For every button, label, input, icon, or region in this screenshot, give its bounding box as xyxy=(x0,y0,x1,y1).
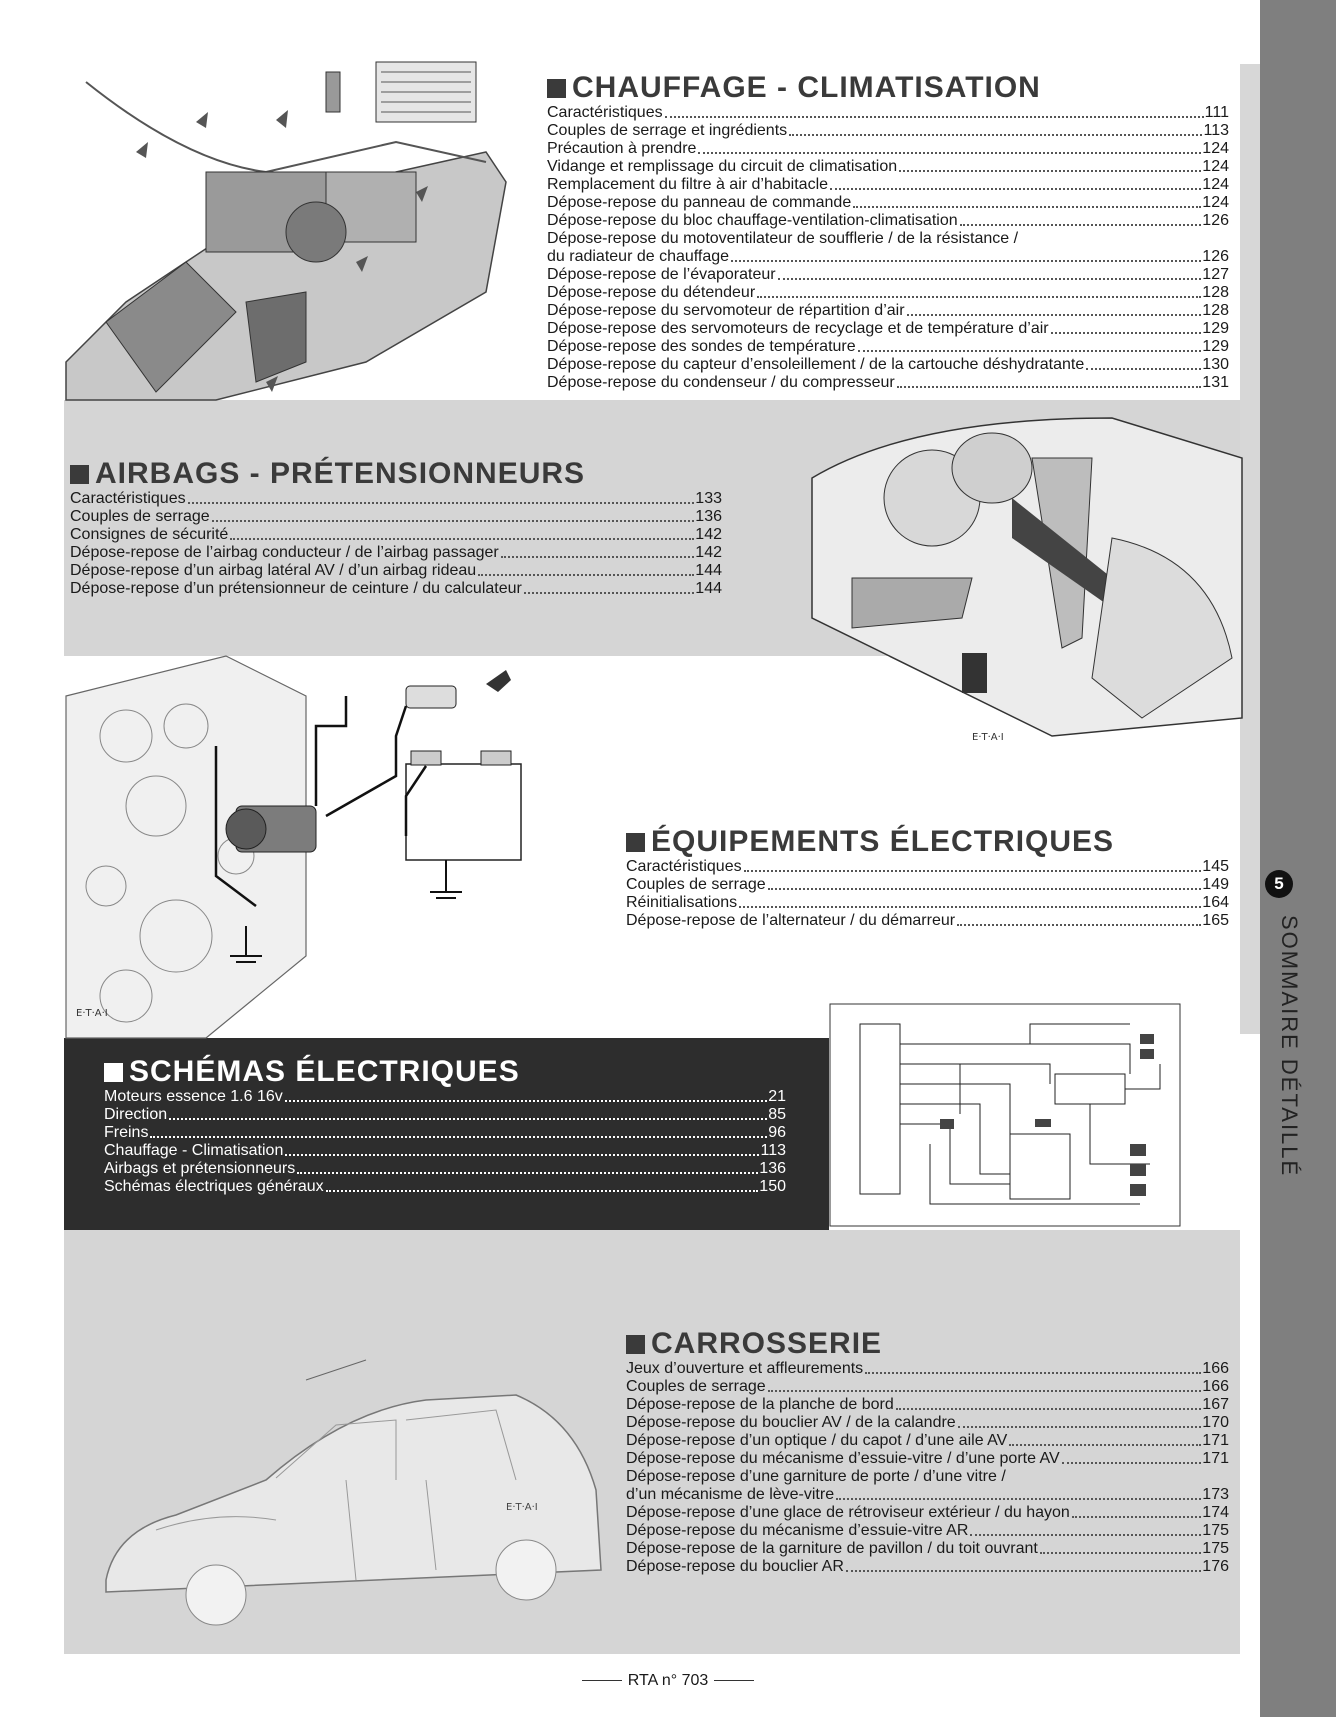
toc-entry[interactable] xyxy=(547,338,1229,356)
section-title-airbags: AIRBAGS - PRÉTENSIONNEURS xyxy=(70,460,722,488)
toc-entry-page: 124 xyxy=(1202,140,1229,157)
toc-entry[interactable] xyxy=(104,1088,786,1106)
toc-entry-label: Couples de serrage xyxy=(626,1378,766,1395)
toc-entry[interactable] xyxy=(626,1558,1229,1576)
toc-entry-page: 128 xyxy=(1202,302,1229,319)
toc-entry-page: 142 xyxy=(695,544,722,561)
sidebar-band xyxy=(1260,0,1336,1717)
toc-entry[interactable] xyxy=(547,302,1229,320)
toc-entry-page: 149 xyxy=(1202,876,1229,893)
toc-entry-page: 166 xyxy=(1202,1360,1229,1377)
dot-leader xyxy=(1062,1462,1202,1464)
toc-entry-label: Dépose-repose du bouclier AR xyxy=(626,1558,844,1575)
toc-entry-page: 111 xyxy=(1204,104,1229,121)
toc-entry[interactable] xyxy=(70,580,722,598)
toc-entry[interactable] xyxy=(626,1360,1229,1378)
toc-entry[interactable] xyxy=(626,1522,1229,1540)
toc-list-schemas xyxy=(104,1088,786,1196)
toc-entry-page: 145 xyxy=(1202,858,1229,875)
toc-entry-page: 175 xyxy=(1202,1540,1229,1557)
dot-leader xyxy=(731,260,1201,262)
toc-entry[interactable] xyxy=(547,266,1229,284)
toc-entry[interactable] xyxy=(547,248,1229,266)
dot-leader xyxy=(896,1408,1202,1410)
toc-entry[interactable] xyxy=(626,1414,1229,1432)
dot-leader xyxy=(188,502,695,504)
bullet-square-icon xyxy=(626,1335,645,1354)
toc-entry-label: Consignes de sécurité xyxy=(70,526,229,543)
toc-entry-label: Dépose-repose de la planche de bord xyxy=(626,1396,894,1413)
svg-text:E·T·A·I: E·T·A·I xyxy=(972,732,1004,743)
toc-entry-label: Dépose-repose de l’alternateur / du démarreur xyxy=(626,912,956,929)
toc-entry[interactable] xyxy=(626,858,1229,876)
toc-entry-label: Remplacement du filtre à air d’habitacle xyxy=(547,176,829,193)
toc-entry-page: 21 xyxy=(768,1088,786,1105)
toc-entry[interactable] xyxy=(104,1160,786,1178)
toc-entry-label: Dépose-repose d’un optique / du capot / d’une aile AV xyxy=(626,1432,1008,1449)
toc-entry-label: Dépose-repose du bloc chauffage-ventilation-climatisation xyxy=(547,212,958,229)
dot-leader xyxy=(757,296,1201,298)
dot-leader xyxy=(970,1534,1201,1536)
section-title-equipements: ÉQUIPEMENTS ÉLECTRIQUES xyxy=(626,828,1229,856)
toc-entry[interactable] xyxy=(70,490,722,508)
toc-entry-page: 171 xyxy=(1202,1432,1229,1449)
dot-leader xyxy=(846,1570,1201,1572)
dot-leader xyxy=(212,520,695,522)
toc-entry[interactable] xyxy=(626,894,1229,912)
toc-entry-label: Dépose-repose des sondes de température xyxy=(547,338,856,355)
bullet-square-icon xyxy=(626,833,645,852)
dot-leader xyxy=(665,116,1204,118)
toc-entry-label: Dépose-repose de l’airbag conducteur / de l’airbag passager xyxy=(70,544,499,561)
toc-entry-label: Dépose-repose du capteur d’ensoleillement / de la cartouche déshydratante xyxy=(547,356,1085,373)
section-title-chauffage: CHAUFFAGE - CLIMATISATION xyxy=(547,74,1229,102)
toc-entry[interactable] xyxy=(626,1396,1229,1414)
dot-leader xyxy=(768,1390,1202,1392)
toc-entry[interactable] xyxy=(626,1504,1229,1522)
toc-entry[interactable] xyxy=(104,1178,786,1196)
toc-entry-label: Dépose-repose du motoventilateur de soufflerie / de la résistance / xyxy=(547,230,1019,247)
toc-entry-page: 144 xyxy=(695,562,722,579)
toc-entry-label: Dépose-repose du panneau de commande xyxy=(547,194,852,211)
toc-entry[interactable] xyxy=(547,158,1229,176)
dot-leader xyxy=(501,556,695,558)
section-title-carrosserie: CARROSSERIE xyxy=(626,1330,1229,1358)
svg-text:E·T·A·I: E·T·A·I xyxy=(76,1008,108,1019)
toc-entry[interactable] xyxy=(70,508,722,526)
toc-entry[interactable] xyxy=(547,374,1229,392)
toc-entry[interactable] xyxy=(626,1378,1229,1396)
dot-leader xyxy=(858,350,1202,352)
toc-entry-label: Vidange et remplissage du circuit de climatisation xyxy=(547,158,898,175)
section-schemas xyxy=(104,1055,786,1196)
toc-entry-label: Caractéristiques xyxy=(70,490,186,507)
toc-entry-page: 165 xyxy=(1202,912,1229,929)
toc-entry[interactable] xyxy=(547,194,1229,212)
toc-entry-label: Dépose-repose du détendeur xyxy=(547,284,756,301)
toc-entry-label: Chauffage - Climatisation xyxy=(104,1142,284,1159)
toc-entry[interactable] xyxy=(626,1540,1229,1558)
toc-entry-label: Réinitialisations xyxy=(626,894,738,911)
toc-entry[interactable] xyxy=(547,212,1229,230)
toc-entry[interactable] xyxy=(104,1124,786,1142)
toc-entry-label: Couples de serrage xyxy=(626,876,766,893)
toc-entry-page: 164 xyxy=(1202,894,1229,911)
toc-entry-page: 174 xyxy=(1202,1504,1229,1521)
dot-leader xyxy=(524,592,694,594)
toc-entry-label: Dépose-repose d’un airbag latéral AV / d’un airbag rideau xyxy=(70,562,477,579)
toc-entry-label: Caractéristiques xyxy=(547,104,663,121)
toc-entry-page: 150 xyxy=(759,1178,786,1195)
toc-entry[interactable] xyxy=(626,876,1229,894)
toc-entry-page: 176 xyxy=(1202,1558,1229,1575)
toc-entry[interactable] xyxy=(626,1432,1229,1450)
toc-entry-page: 142 xyxy=(695,526,722,543)
toc-entry-label: Dépose-repose de l’évaporateur xyxy=(547,266,776,283)
toc-entry[interactable] xyxy=(547,104,1229,122)
toc-entry-page: 124 xyxy=(1202,158,1229,175)
toc-entry-page: 170 xyxy=(1202,1414,1229,1431)
toc-entry[interactable] xyxy=(70,544,722,562)
toc-entry-page: 124 xyxy=(1202,176,1229,193)
dot-leader xyxy=(285,1100,767,1102)
dot-leader xyxy=(768,888,1202,890)
dot-leader xyxy=(865,1372,1201,1374)
toc-entry[interactable] xyxy=(626,1486,1229,1504)
toc-entry[interactable] xyxy=(104,1106,786,1124)
toc-list-equipements xyxy=(626,858,1229,930)
footer-rule-right xyxy=(714,1680,754,1681)
dot-leader xyxy=(326,1190,759,1192)
dot-leader xyxy=(899,170,1201,172)
footer-text: RTA n° 703 xyxy=(627,1672,709,1689)
toc-entry-page: 166 xyxy=(1202,1378,1229,1395)
toc-list-chauffage xyxy=(547,104,1229,392)
toc-entry-label: d’un mécanisme de lève-vitre xyxy=(626,1486,835,1503)
toc-entry-page: 171 xyxy=(1202,1450,1229,1467)
toc-entry-label: Caractéristiques xyxy=(626,858,742,875)
toc-entry[interactable] xyxy=(626,1468,1229,1486)
dashboard-hvac-illustration xyxy=(66,62,536,400)
bullet-square-icon xyxy=(547,79,566,98)
toc-entry-label: Dépose-repose d’un prétensionneur de ceinture / du calculateur xyxy=(70,580,522,597)
toc-entry[interactable] xyxy=(70,562,722,580)
dot-leader xyxy=(778,278,1202,280)
toc-entry-label: Dépose-repose du bouclier AV / de la calandre xyxy=(626,1414,956,1431)
dot-leader xyxy=(960,224,1202,226)
dot-leader xyxy=(169,1118,767,1120)
dot-leader xyxy=(897,386,1202,388)
toc-entry[interactable] xyxy=(70,526,722,544)
toc-entry-page: 113 xyxy=(760,1142,786,1159)
toc-entry-label: Précaution à prendre xyxy=(547,140,697,157)
toc-entry-page: 129 xyxy=(1202,338,1229,355)
dot-leader xyxy=(739,906,1201,908)
toc-entry-page: 85 xyxy=(768,1106,786,1123)
toc-entry-label: Moteurs essence 1.6 16v xyxy=(104,1088,283,1105)
toc-entry-label: Airbags et prétensionneurs xyxy=(104,1160,296,1177)
dot-leader xyxy=(1072,1516,1201,1518)
dot-leader xyxy=(150,1136,767,1138)
toc-entry-page: 126 xyxy=(1202,212,1229,229)
section-chauffage xyxy=(547,71,1229,392)
dot-leader xyxy=(230,538,694,540)
toc-entry[interactable] xyxy=(547,356,1229,374)
dot-leader xyxy=(789,134,1202,136)
toc-entry-label: Dépose-repose d’une garniture de porte / d’une vitre / xyxy=(626,1468,1006,1485)
dot-leader xyxy=(1040,1552,1201,1554)
toc-entry-label: Dépose-repose de la garniture de pavillon / du toit ouvrant xyxy=(626,1540,1038,1557)
dot-leader xyxy=(907,314,1202,316)
toc-entry-page: 127 xyxy=(1202,266,1229,283)
toc-entry-page: 131 xyxy=(1202,374,1229,391)
section-title-schemas: SCHÉMAS ÉLECTRIQUES xyxy=(104,1058,786,1086)
dot-leader xyxy=(836,1498,1201,1500)
svg-text:E·T·A·I: E·T·A·I xyxy=(506,1502,538,1513)
toc-entry-page: 124 xyxy=(1202,194,1229,211)
toc-entry[interactable] xyxy=(547,320,1229,338)
car-body-illustration xyxy=(96,1330,616,1630)
toc-entry-page: 133 xyxy=(695,490,722,507)
chapter-number-badge: 5 xyxy=(1265,870,1293,898)
dot-leader xyxy=(297,1172,758,1174)
toc-entry-label: Dépose-repose du mécanisme d’essuie-vitre AR xyxy=(626,1522,969,1539)
toc-entry-page: 130 xyxy=(1202,356,1229,373)
toc-entry-page: 129 xyxy=(1202,320,1229,337)
toc-entry[interactable] xyxy=(626,1450,1229,1468)
wiring-schematic-illustration xyxy=(830,1004,1180,1226)
dot-leader xyxy=(1086,368,1201,370)
toc-entry[interactable] xyxy=(626,912,1229,930)
airbag-seatbelt-illustration xyxy=(812,418,1242,743)
toc-entry-page: 126 xyxy=(1202,248,1229,265)
bullet-square-icon xyxy=(70,465,89,484)
toc-entry-label: Dépose-repose des servomoteurs de recyclage et de température d’air xyxy=(547,320,1049,337)
toc-entry[interactable] xyxy=(547,176,1229,194)
dot-leader xyxy=(478,574,694,576)
toc-entry[interactable] xyxy=(547,230,1229,248)
toc-entry[interactable] xyxy=(547,140,1229,158)
toc-entry[interactable] xyxy=(547,284,1229,302)
toc-entry-label: Direction xyxy=(104,1106,168,1123)
toc-entry-label: Dépose-repose du servomoteur de répartition d’air xyxy=(547,302,905,319)
section-equipements xyxy=(626,825,1229,930)
dot-leader xyxy=(1009,1444,1201,1446)
toc-entry-page: 144 xyxy=(695,580,722,597)
section-carrosserie xyxy=(626,1327,1229,1576)
toc-list-airbags xyxy=(70,490,722,598)
toc-entry[interactable] xyxy=(547,122,1229,140)
toc-entry-page: 128 xyxy=(1202,284,1229,301)
bullet-square-icon xyxy=(104,1063,123,1082)
sidebar-edge xyxy=(1240,64,1260,1034)
starter-battery-diagram xyxy=(66,656,586,1038)
toc-entry-label: Schémas électriques généraux xyxy=(104,1178,324,1195)
dot-leader xyxy=(957,924,1201,926)
toc-entry-page: 96 xyxy=(768,1124,786,1141)
dot-leader xyxy=(958,1426,1202,1428)
footer-rule-left xyxy=(582,1680,622,1681)
toc-entry-label: du radiateur de chauffage xyxy=(547,248,730,265)
toc-entry-label: Dépose-repose du condenseur / du compresseur xyxy=(547,374,895,391)
section-airbags xyxy=(70,457,722,598)
page-footer xyxy=(0,1672,1336,1690)
toc-entry-label: Freins xyxy=(104,1124,149,1141)
toc-entry-label: Couples de serrage et ingrédients xyxy=(547,122,788,139)
toc-entry-page: 175 xyxy=(1202,1522,1229,1539)
toc-entry-page: 167 xyxy=(1202,1396,1229,1413)
chapter-title-vertical: SOMMAIRE DÉTAILLÉ xyxy=(1277,915,1302,1178)
toc-entry-label: Dépose-repose d’une glace de rétroviseur extérieur / du hayon xyxy=(626,1504,1070,1521)
dot-leader xyxy=(285,1154,759,1156)
dot-leader xyxy=(830,188,1201,190)
dot-leader xyxy=(853,206,1201,208)
toc-list-carrosserie xyxy=(626,1360,1229,1576)
dot-leader xyxy=(698,152,1201,154)
dot-leader xyxy=(1051,332,1202,334)
toc-entry-page: 136 xyxy=(695,508,722,525)
toc-entry-page: 173 xyxy=(1202,1486,1229,1503)
toc-entry-page: 113 xyxy=(1203,122,1229,139)
dot-leader xyxy=(744,870,1202,872)
toc-entry-label: Jeux d’ouverture et affleurements xyxy=(626,1360,864,1377)
toc-entry-label: Couples de serrage xyxy=(70,508,210,525)
toc-entry-label: Dépose-repose du mécanisme d’essuie-vitre / d’une porte AV xyxy=(626,1450,1060,1467)
toc-entry-page: 136 xyxy=(759,1160,786,1177)
toc-entry[interactable] xyxy=(104,1142,786,1160)
